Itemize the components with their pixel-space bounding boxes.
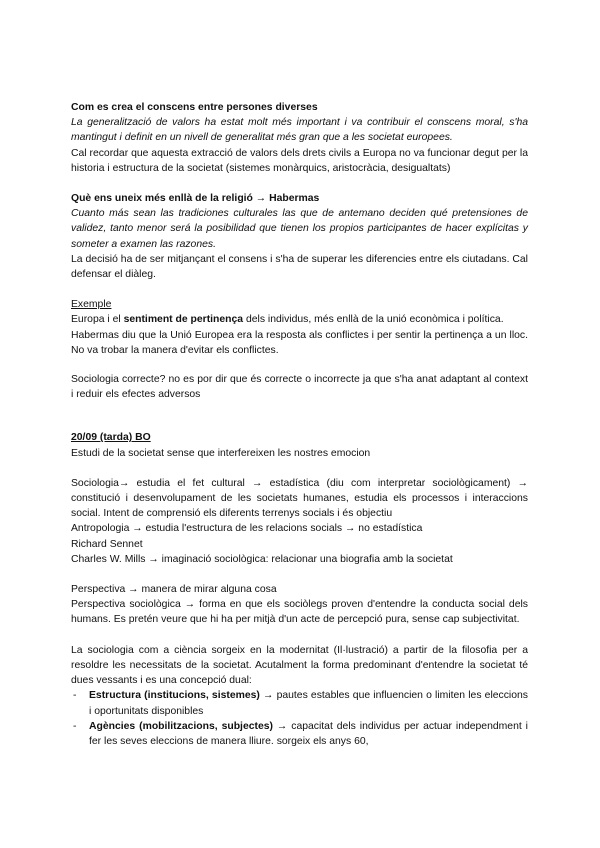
text-run: → capacitat dels individus per actuar independment i fer les seves eleccions de manera lliure. sorgeix els anys 60, — [89, 720, 528, 747]
paragraph-extraccio: Cal recordar que aquesta extracció de valors dels drets civils a Europa no va funcionar degut per la historia i estructura de la societat (sistemes monàrquics, aristocràcia, desigualtats) — [71, 147, 528, 174]
date-heading: 20/09 (tarda) BO — [71, 432, 151, 444]
section-heading-habermas: Què ens uneix més enllà de la religió → Habermas — [71, 193, 320, 205]
paragraph-decisio: La decisió ha de ser mitjançant el consens i s'ha de superar les diferencies entre els ciutadans. Cal defensar el diàleg. — [71, 253, 528, 281]
paragraph-sociologia-correcte: Sociologia correcte? no es por dir que és correcte o incorrecte ja que s'ha anat adaptant al context i reduir els efectes adversos — [71, 374, 528, 401]
paragraph-modernitat: La sociologia com a ciència sorgeix en la modernitat (Il·lustració) a partir de la filosofia per a resoldre les necessitats de la societat. Acutalment la forma predominant d'entendre la societat té dues vessants i es una concepció dual: — [71, 644, 528, 687]
paragraph-estudi: Estudi de la societat sense que interfereixen les nostres emocion — [71, 447, 371, 459]
text-run: dels individus, més enllà de la unió econòmica i política. — [243, 314, 504, 326]
paragraph-sociologia-def: Sociologia→ estudia el fet cultural → estadística (diu com interpretar sociològicament) → constitució i desenvolupament de les societats humanes, estudia els processos i interaccions social. Intent de comprensió els diferents terrenys socials i és objectiu — [71, 477, 528, 520]
paragraph-antropologia: Antropologia → estudia l'estructura de les relacions socials → no estadística — [71, 523, 423, 535]
paragraph-perspectiva: Perspectiva → manera de mirar alguna cosa — [71, 584, 277, 596]
bullet-list — [71, 688, 528, 749]
section-heading-consens: Com es crea el conscens entre persones diverses — [71, 102, 318, 113]
bullet-dash: - — [73, 720, 77, 732]
bullet-dash: - — [73, 690, 77, 702]
paragraph-mills: Charles W. Mills → imaginació sociològica: relacionar una biografia amb la societat — [71, 553, 453, 565]
label-exemple: Exemple — [71, 299, 112, 311]
text-run: Europa i el — [71, 314, 124, 326]
list-item — [71, 688, 528, 718]
quote-tradiciones: Cuanto más sean las tradiciones culturales las que de antemano deciden qué pretensiones de validez, tanto menor será la posibilidad que tienen los propios participantes de hacer explícitas y someter a examen las razones. — [71, 208, 528, 250]
text-bold-estructura: Estructura (institucions, sistemes) — [89, 690, 260, 702]
text-bold-pertinenca: sentiment de pertinença — [123, 314, 244, 326]
document-content — [71, 100, 528, 749]
paragraph-perspectiva-sociologica: Perspectiva sociològica → forma en que els sociòlegs proven d'entendre la conducta social dels humans. Es pretén veure que hi ha per mitjà d'un acte de percepció pura, sense cap subjectivitat. — [71, 599, 528, 626]
text-bold-agencies: Agències (mobilitzacions, subjectes) — [89, 720, 273, 732]
paragraph-habermas-ue: Habermas diu que la Unió Europea era la resposta als conflictes i per sentir la pertinença a un lloc. No va trobar la manera d'evitar els conflictes. — [71, 329, 528, 356]
text-run: → pautes estables que influencien o limiten les eleccions i oportunitats disponibles — [89, 690, 528, 717]
list-item — [71, 719, 528, 749]
quote-generalitzacio: La generalització de valors ha estat molt més important i va contribuir el conscens moral, s'ha mantingut i definit en un nivell de generalitat més gran que a les societat europees. — [71, 117, 528, 144]
paragraph-europa — [71, 312, 528, 327]
paragraph-sennet: Richard Sennet — [71, 538, 143, 550]
